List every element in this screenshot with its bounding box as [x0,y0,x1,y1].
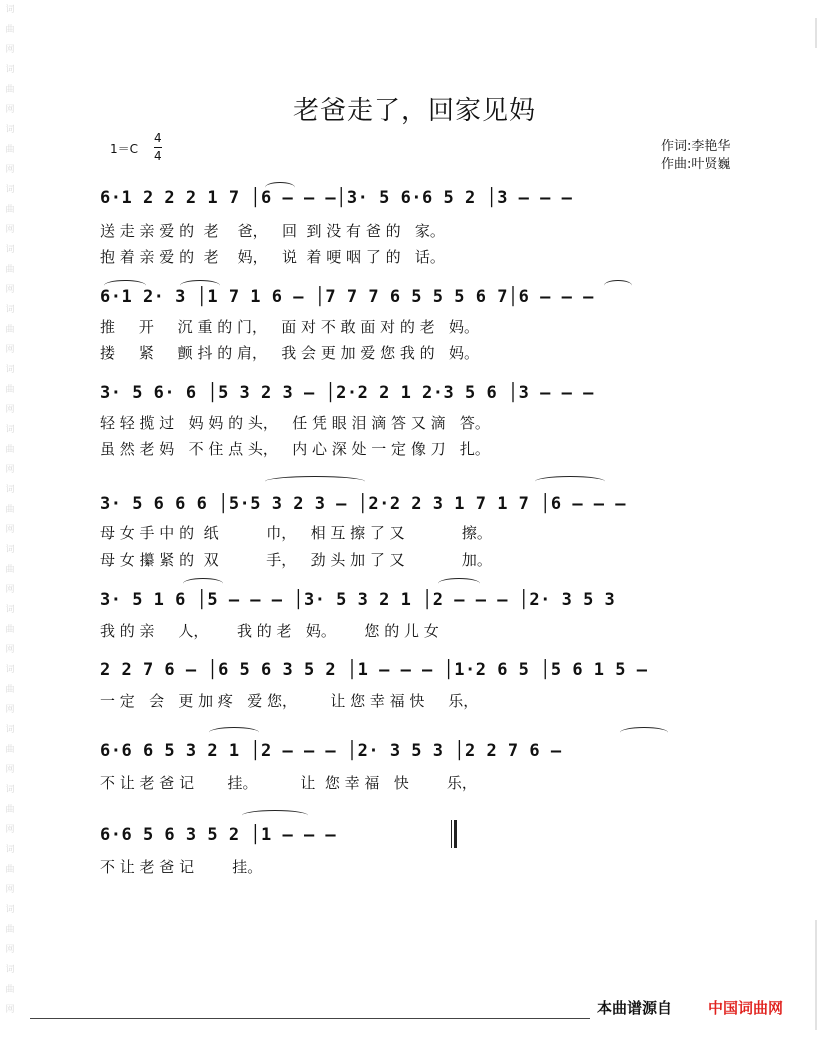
notation-line: 3· 5 6· 6 │5 3 2 3 – │2·2 2 1 2·3 5 6 │3 – – – [100,383,594,403]
watermark-text: 词 曲 网 [5,905,15,955]
song-title: 老爸走了，回家见妈 [292,96,536,126]
time-signature [154,130,162,165]
notation-line: 6·1 2 2 2 1 7 │6 – – –│3· 5 6·6 5 2 │3 – – – [100,188,573,208]
lyric-line: 抱 着 亲 爱 的 老 妈， 说 着 哽 咽 了 的 话。 [100,248,445,266]
lyricist: 作词:李艳华 [661,139,731,154]
watermark-text: 词 曲 网 [5,785,15,835]
lyric-line: 母 女 手 中 的 纸 巾， 相 互 擦 了 又 擦。 [100,524,492,542]
right-edge-mark [815,920,817,1030]
notation-line: 3· 5 1 6 │5 – – – │3· 5 3 2 1 │2 – – – │2· 3 5 3 [100,590,616,610]
slur [180,280,220,291]
watermark-text: 词 曲 网 [5,605,15,655]
slur [535,476,605,487]
key-signature: 1＝C [110,142,139,156]
footer-source-label: 本曲谱源自 [597,999,673,1017]
notation-line: 6·6 5 6 3 5 2 │1 – – – [100,825,337,845]
right-edge-mark [815,18,817,48]
watermark-text: 词 曲 网 [5,125,15,175]
time-signature-top: 4 [154,131,162,145]
watermark-text: 词 曲 网 [5,5,15,55]
notation-line: 2 2 7 6 – │6 5 6 3 5 2 │1 – – – │1·2 6 5 │5 6 1 5 – [100,660,648,680]
final-barline [451,820,452,848]
watermark-text: 词 曲 网 [5,305,15,355]
watermark-column-left [3,0,17,1020]
final-barline [454,820,457,848]
lyric-line: 一 定 会 更 加 疼 爱 您， 让 您 幸 福 快 乐， [100,692,479,710]
lyric-line: 我 的 亲 人， 我 的 老 妈。 您 的 儿 女 [100,622,439,640]
watermark-text: 词 曲 网 [5,485,15,535]
lyric-line: 搂 紧 颤 抖 的 肩， 我 会 更 加 爱 您 我 的 妈。 [100,344,479,362]
slur [183,578,223,589]
lyric-line: 推 开 沉 重 的 门， 面 对 不 敢 面 对 的 老 妈。 [100,318,479,336]
lyric-line: 送 走 亲 爱 的 老 爸， 回 到 没 有 爸 的 家。 [100,222,445,240]
watermark-text: 词 曲 网 [5,65,15,115]
footer-site-name: 中国词曲网 [708,999,784,1017]
notation-line: 6·6 6 5 3 2 1 │2 – – – │2· 3 5 3 │2 2 7 6 – [100,741,562,761]
lyric-line: 轻 轻 揽 过 妈 妈 的 头， 任 凭 眼 泪 滴 答 又 滴 答。 [100,414,490,432]
lyric-line: 虽 然 老 妈 不 住 点 头， 内 心 深 处 一 定 像 刀 扎。 [100,440,490,458]
lyric-line: 不 让 老 爸 记 挂。 [100,858,263,876]
watermark-text: 词 曲 网 [5,365,15,415]
slur [604,280,632,291]
watermark-text: 词 曲 网 [5,665,15,715]
watermark-text: 词 曲 网 [5,965,15,1015]
slur [242,810,308,821]
watermark-text: 词 曲 网 [5,245,15,295]
watermark-text: 词 曲 网 [5,545,15,595]
slur [265,476,365,487]
footer-rule [30,1018,590,1019]
watermark-text: 词 曲 网 [5,185,15,235]
watermark-text: 词 曲 网 [5,425,15,475]
slur [620,727,668,738]
notation-line: 6·1 2· 3 │1 7 1 6 – │7 7 7 6 5 5 5 6 7│6 – – – [100,287,594,307]
time-signature-bottom: 4 [154,149,162,163]
credits [661,138,730,174]
watermark-text: 词 曲 网 [5,845,15,895]
watermark-text: 词 曲 网 [5,725,15,775]
slur [104,280,146,291]
notation-line: 3· 5 6 6 6 │5·5 3 2 3 – │2·2 2 3 1 7 1 7 │6 – – – [100,494,627,514]
lyric-line: 不 让 老 爸 记 挂。 让 您 幸 福 快 乐， [100,774,477,792]
slur [209,727,259,738]
composer: 作曲:叶贤巍 [661,157,731,172]
slur [265,182,295,193]
lyric-line: 母 女 攥 紧 的 双 手， 劲 头 加 了 又 加。 [100,551,492,569]
slur [438,578,480,589]
